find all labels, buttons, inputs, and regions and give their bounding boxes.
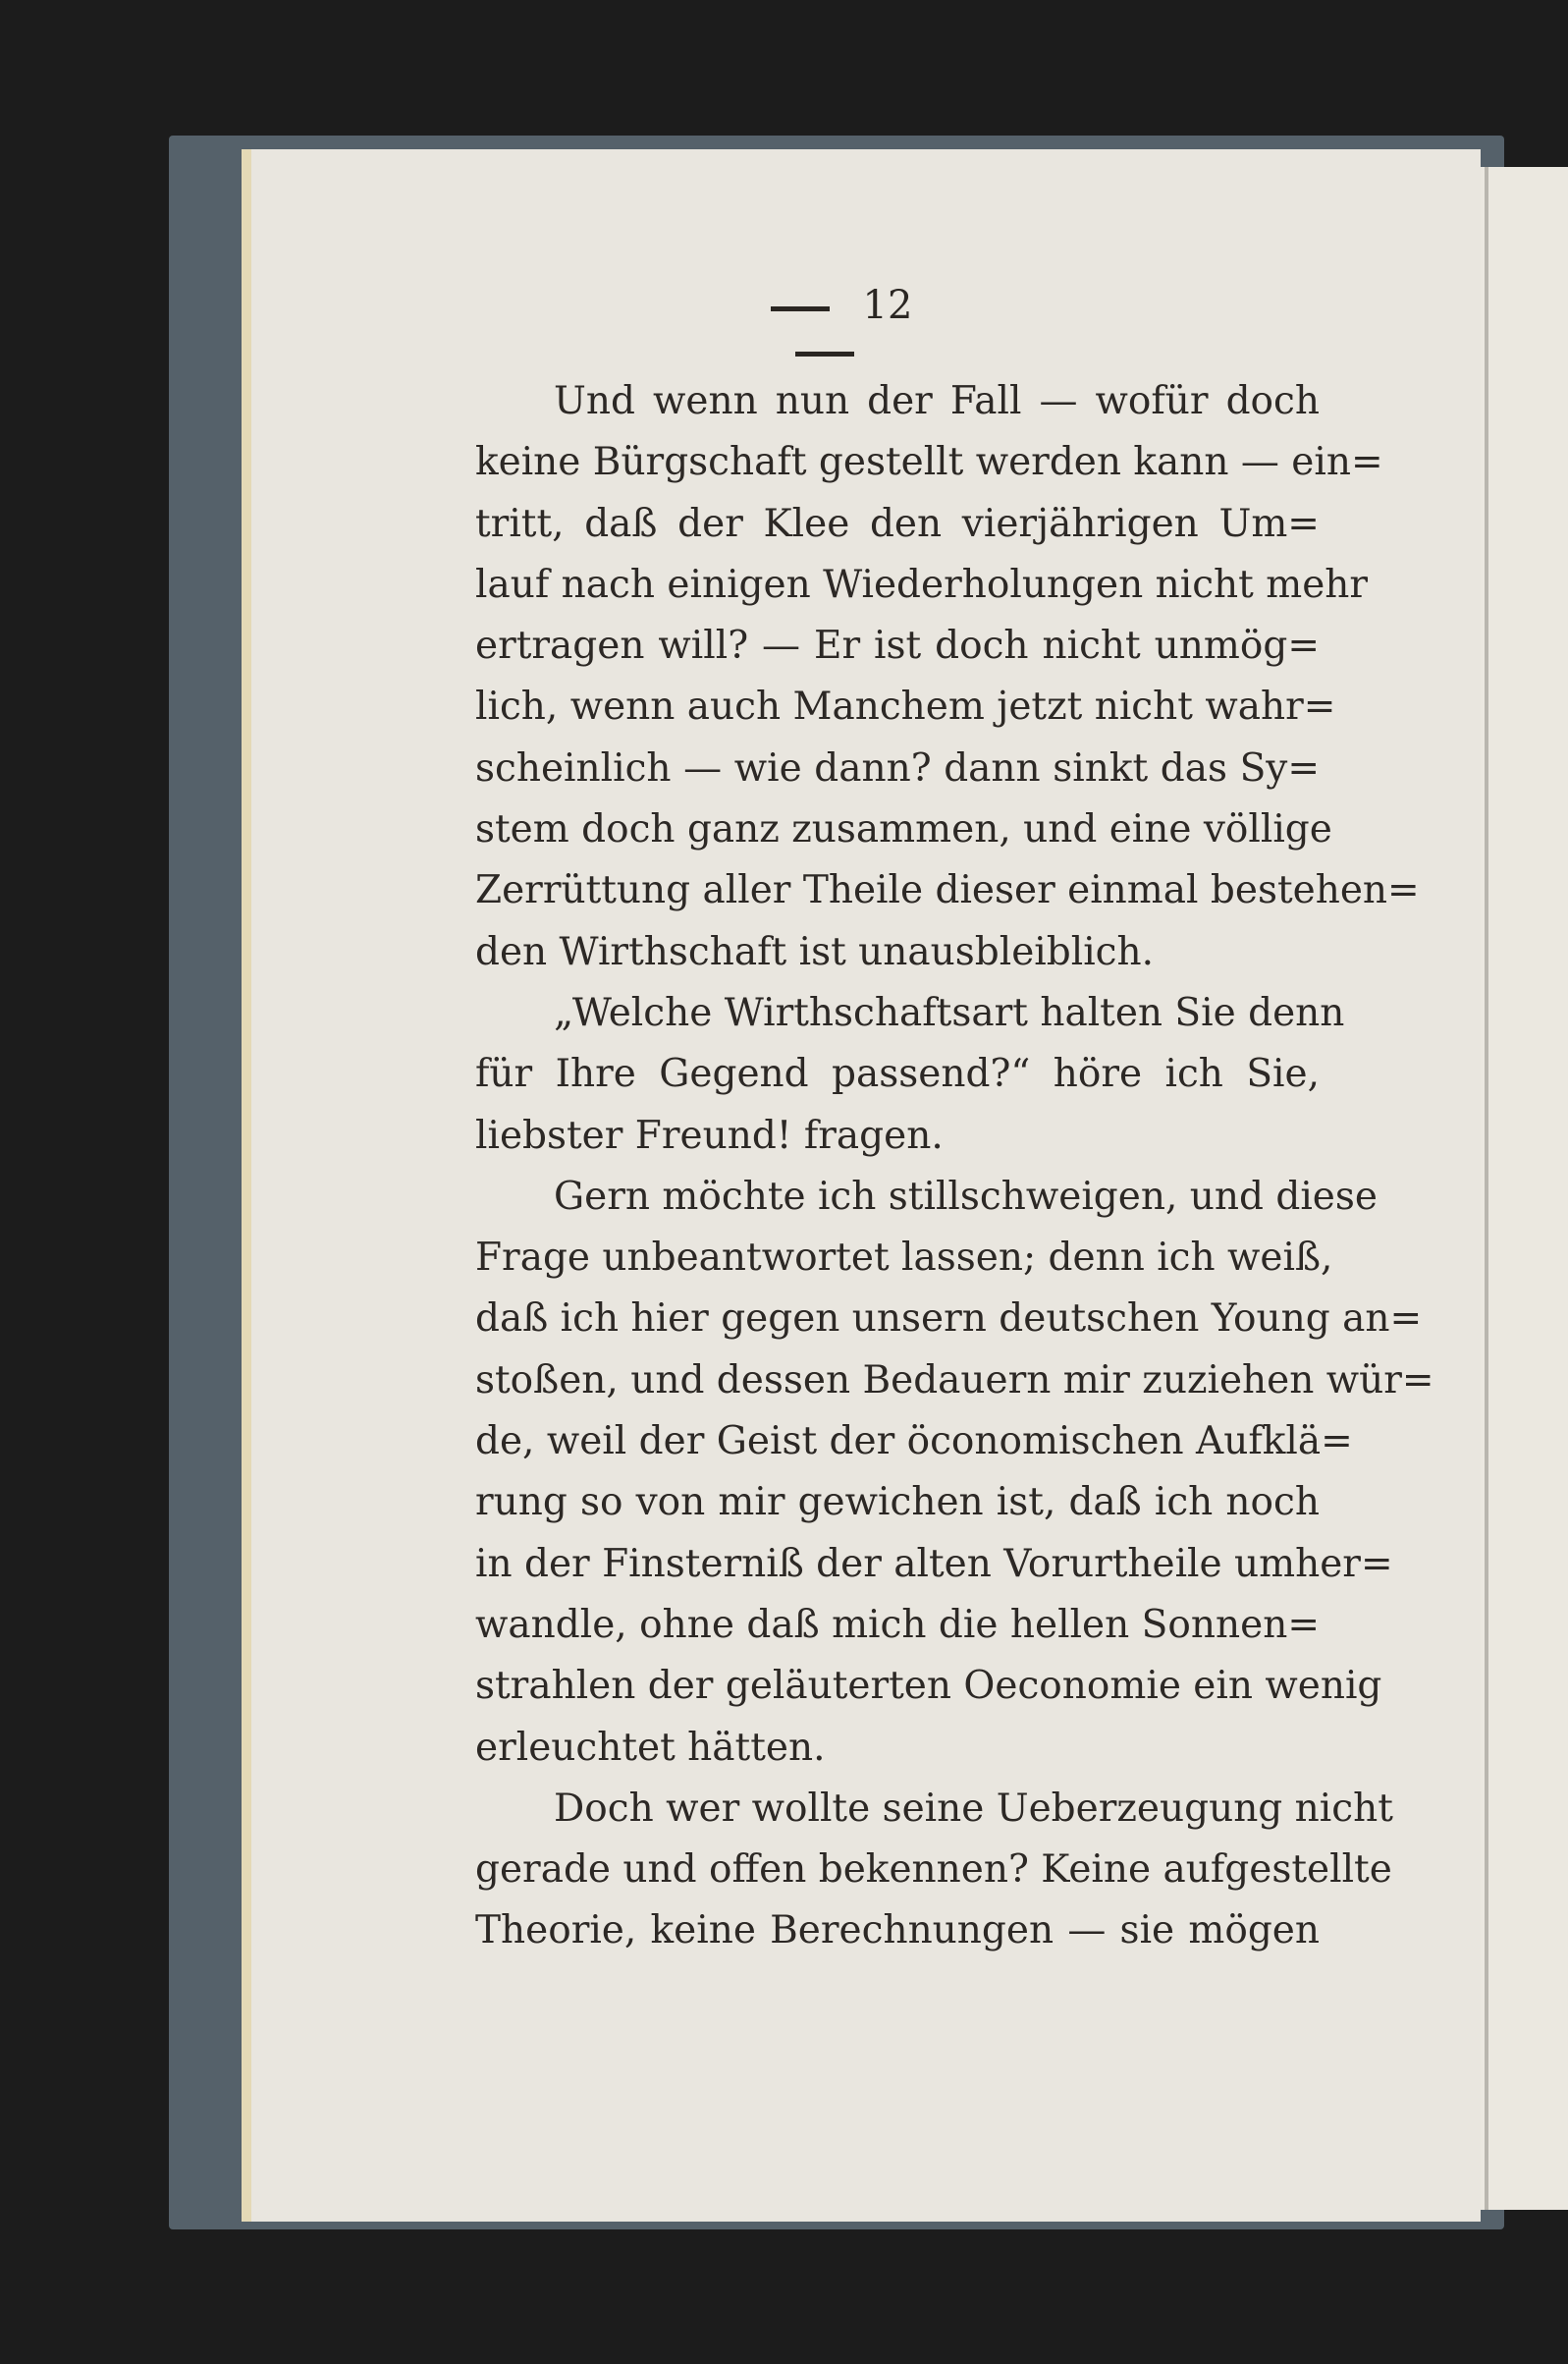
text-line: gerade und offen bekennen? Keine aufgestellte	[475, 1847, 1392, 1893]
text-line: wandle, ohne daß mich die hellen Sonnen=	[475, 1602, 1320, 1647]
body-text	[475, 371, 1434, 1962]
text-line: rung so von mir gewichen ist, daß ich noch	[475, 1480, 1320, 1525]
text-line: stem doch ganz zusammen, und eine völlige	[475, 807, 1332, 852]
text-line: den Wirthschaft ist unausbleiblich.	[475, 929, 1155, 974]
text-line: Zerrüttung aller Theile dieser einmal bestehen=	[475, 868, 1420, 913]
page-gutter-edge	[1485, 167, 1488, 2210]
text-line: erleuchtet hätten.	[475, 1725, 826, 1770]
page-number: 12	[862, 283, 913, 328]
text-line: tritt, daß der Klee den vierjährigen Um=	[475, 501, 1320, 546]
text-line: lich, wenn auch Manchem jetzt nicht wahr=	[475, 685, 1336, 730]
text-line: liebster Freund! fragen.	[475, 1113, 944, 1158]
text-line: Und wenn nun der Fall — wofür doch	[554, 379, 1320, 423]
text-line: keine Bürgschaft gestellt werden kann — ein=	[475, 440, 1383, 485]
text-line: strahlen der geläuterten Oeconomie ein wenig	[475, 1664, 1382, 1709]
page-number-header	[697, 283, 952, 342]
text-line: ertragen will? — Er ist doch nicht unmög=	[475, 624, 1320, 669]
text-line: Theorie, keine Berechnungen — sie mögen	[475, 1908, 1320, 1953]
right-dash	[795, 352, 854, 357]
text-line: „Welche Wirthschaftsart halten Sie denn	[554, 990, 1345, 1035]
text-line: scheinlich — wie dann? dann sinkt das Sy=	[475, 745, 1320, 791]
text-line: für Ihre Gegend passend?“ höre ich Sie,	[475, 1052, 1320, 1097]
text-line: lauf nach einigen Wiederholungen nicht mehr	[475, 562, 1369, 607]
text-line: de, weil der Geist der öconomischen Aufklä=	[475, 1419, 1353, 1464]
text-line: in der Finsterniß der alten Vorurtheile umher=	[475, 1541, 1393, 1586]
next-page-edge	[1481, 167, 1568, 2210]
left-dash	[771, 306, 830, 311]
text-line: Doch wer wollte seine Ueberzeugung nicht	[554, 1786, 1393, 1831]
text-line: Gern möchte ich stillschweigen, und diese	[554, 1174, 1378, 1219]
text-line: daß ich hier gegen unsern deutschen Young an=	[475, 1296, 1423, 1342]
text-line: Frage unbeantwortet lassen; denn ich weiß,	[475, 1236, 1333, 1281]
text-line: stoßen, und dessen Bedauern mir zuziehen wür=	[475, 1357, 1434, 1402]
